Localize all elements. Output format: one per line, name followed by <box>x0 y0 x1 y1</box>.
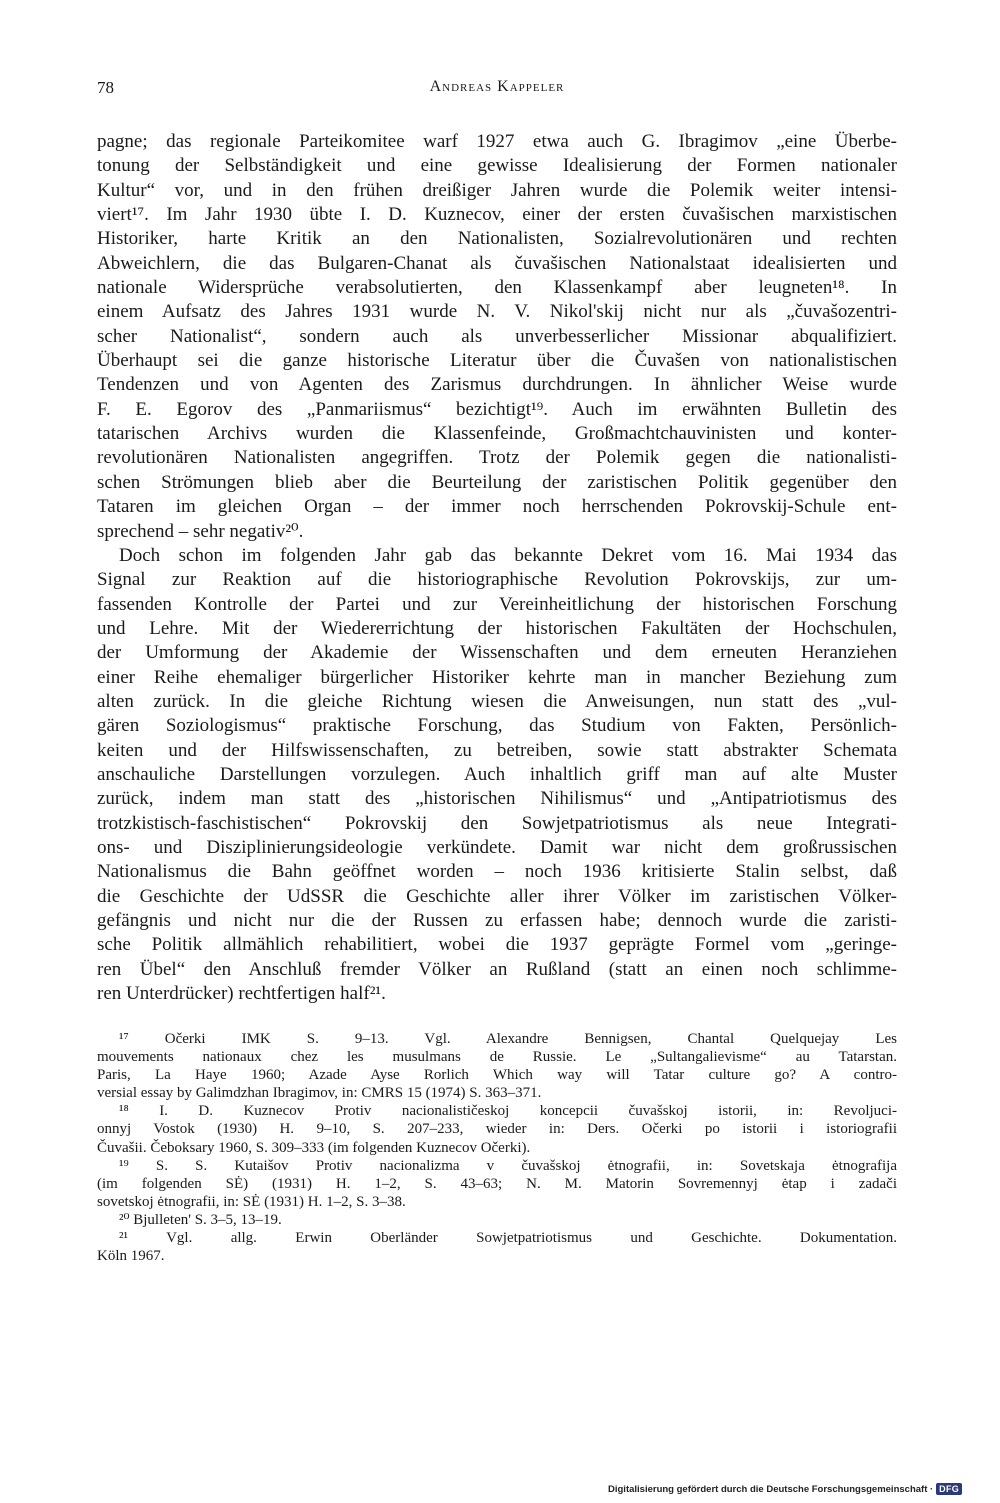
page-number: 78 <box>97 78 114 97</box>
body-line: Abweichlern, die das Bulgaren-Chanat als čuvašischen Nationalstaat idealisierten und <box>97 252 897 274</box>
digitization-credit <box>608 1482 962 1496</box>
footnote-line: ²¹ Vgl. allg. Erwin Oberländer Sowjetpatriotismus und Geschichte. Dokumentation. <box>119 1230 897 1247</box>
body-line: zurück, indem man statt des „historischen Nihilismus“ und „Antipatriotismus des <box>97 788 897 810</box>
body-line: der Umformung der Akademie der Wissenschaften und dem erneuten Heranziehen <box>97 642 897 664</box>
body-line: nationale Widersprüche verabsolutierten, den Klassenkampf aber leugneten¹⁸. In <box>97 277 897 299</box>
body-line: alten zurück. In die gleiche Richtung wiesen die Anweisungen, nun statt des „vul- <box>97 690 897 712</box>
body-line: Doch schon im folgenden Jahr gab das bekannte Dekret vom 16. Mai 1934 das <box>119 544 897 566</box>
dfg-logo-icon: DFG <box>936 1483 962 1495</box>
body-line: Historiker, harte Kritik an den Nationalisten, Sozialrevolutionären und rechten <box>97 228 897 250</box>
body-line: scher Nationalist“, sondern auch als unverbesserlicher Missionar abqualifiziert. <box>97 325 897 347</box>
body-line: schen Strömungen blieb aber die Beurteilung der zaristischen Politik gegenüber den <box>97 471 897 493</box>
footnote-line: sovetskoj ėtnografii, in: SĖ (1931) H. 1–2, S. 3–38. <box>97 1193 406 1210</box>
body-line: und Lehre. Mit der Wiedererrichtung der historischen Fakultäten der Hochschulen, <box>97 617 897 639</box>
body-line: trotzkistisch-faschistischen“ Pokrovskij den Sowjetpatriotismus als neue Integrati- <box>97 812 897 834</box>
body-line: fassenden Kontrolle der Partei und zur Vereinheitlichung der historischen Forschung <box>97 593 897 615</box>
page-header <box>97 78 897 102</box>
body-line: die Geschichte der UdSSR die Geschichte aller ihrer Völker im zaristischen Völker- <box>97 885 897 907</box>
footnote-line: Paris, La Haye 1960; Azade Ayse Rorlich Which way will Tatar culture go? A contro- <box>97 1067 897 1084</box>
body-line: pagne; das regionale Parteikomitee warf 1927 etwa auch G. Ibragimov „eine Überbe- <box>97 131 897 152</box>
body-line: tatarischen Archivs wurden die Klassenfeinde, Großmachtchauvinisten und konter- <box>97 423 897 445</box>
body-line: Tendenzen und von Agenten des Zarismus durchdrungen. In ähnlicher Weise wurde <box>97 374 897 396</box>
body-line: tonung der Selbständigkeit und eine gewisse Idealisierung der Formen nationaler <box>97 155 897 177</box>
footnote-line: Köln 1967. <box>97 1248 165 1265</box>
footnote-line: ¹⁷ Očerki IMK S. 9–13. Vgl. Alexandre Bennigsen, Chantal Quelquejay Les <box>119 1031 897 1047</box>
running-head: Andreas Kappeler <box>429 78 565 95</box>
body-line: ons- und Disziplinierungsideologie verkündete. Damit war nicht dem großrussischen <box>97 836 897 858</box>
footnote-line: ¹⁸ I. D. Kuznecov Protiv nacionalističeskoj koncepcii čuvašskoj istorii, in: Revoljuci- <box>119 1103 897 1120</box>
body-line: F. E. Egorov des „Panmariismus“ bezichtigt¹⁹. Auch im erwähnten Bulletin des <box>97 398 897 420</box>
body-line: viert¹⁷. Im Jahr 1930 übte I. D. Kuznecov, einer der ersten čuvašischen marxistischen <box>97 204 897 226</box>
footnote-line: mouvements nationaux chez les musulmans de Russie. Le „Sultangalievisme“ au Tatarstan. <box>97 1049 897 1066</box>
footnote-line: Čuvašii. Čeboksary 1960, S. 309–333 (im folgenden Kuznecov Očerki). <box>97 1139 531 1156</box>
body-line: gefängnis und nicht nur die der Russen zu erfassen habe; dennoch wurde die zaristi- <box>97 910 897 931</box>
footnote-line: ²⁰ Bjulleten' S. 3–5, 13–19. <box>119 1211 282 1228</box>
body-line: einem Aufsatz des Jahres 1931 wurde N. V. Nikol'skij nicht nur als „čuvašozentri- <box>97 301 897 323</box>
body-line: einer Reihe ehemaliger bürgerlicher Historiker kehrte man in mancher Beziehung zum <box>97 666 897 688</box>
body-line: sprechend – sehr negativ²⁰. <box>97 520 304 542</box>
body-line: Kultur“ vor, und in den frühen dreißiger Jahren wurde die Polemik weiter intensi- <box>97 179 897 201</box>
footnote-line: versial essay by Galimdzhan Ibragimov, in: CMRS 15 (1974) S. 363–371. <box>97 1085 542 1102</box>
footnote-line: onnyj Vostok (1930) H. 9–10, S. 207–233, wieder in: Ders. Očerki po istorii i istoriografii <box>97 1121 897 1138</box>
body-line: ren Unterdrücker) rechtfertigen half²¹. <box>97 983 386 1005</box>
body-line: Signal zur Reaktion auf die historiographische Revolution Pokrovskijs, zur um- <box>97 569 897 591</box>
body-line: sche Politik allmählich rehabilitiert, wobei die 1937 geprägte Formel vom „geringe- <box>97 934 897 956</box>
body-line: ren Übel“ den Anschluß fremder Völker an Rußland (statt an einen noch schlimme- <box>97 958 897 980</box>
body-line: Nationalismus die Bahn geöffnet worden – noch 1936 kritisierte Stalin selbst, daß <box>97 861 897 883</box>
credit-text: Digitalisierung gefördert durch die Deutsche Forschungsgemeinschaft · <box>608 1483 934 1495</box>
body-line: anschauliche Darstellungen vorzulegen. Auch inhaltlich griff man auf alte Muster <box>97 763 897 785</box>
body-line: revolutionären Nationalisten angegriffen. Trotz der Polemik gegen die nationalisti- <box>97 447 897 469</box>
body-line: Tataren im gleichen Organ – der immer noch herrschenden Pokrovskij-Schule ent- <box>97 496 897 518</box>
body-text <box>97 130 897 1006</box>
body-line: keiten und der Hilfswissenschaften, zu betreiben, sowie statt abstrakter Schemata <box>97 739 897 761</box>
body-line: Überhaupt sei die ganze historische Literatur über die Čuvašen von nationalistischen <box>97 350 897 372</box>
footnotes <box>97 1030 897 1265</box>
footnote-line: ¹⁹ S. S. Kutaišov Protiv nacionalizma v čuvašskoj ėtnografii, in: Sovetskaja ėtnografija <box>119 1157 897 1174</box>
footnote-line: (im folgenden SĖ) (1931) H. 1–2, S. 43–63; N. M. Matorin Sovremennyj ėtap i zadači <box>97 1175 897 1192</box>
body-line: gären Soziologismus“ praktische Forschung, das Studium von Fakten, Persönlich- <box>97 715 897 737</box>
